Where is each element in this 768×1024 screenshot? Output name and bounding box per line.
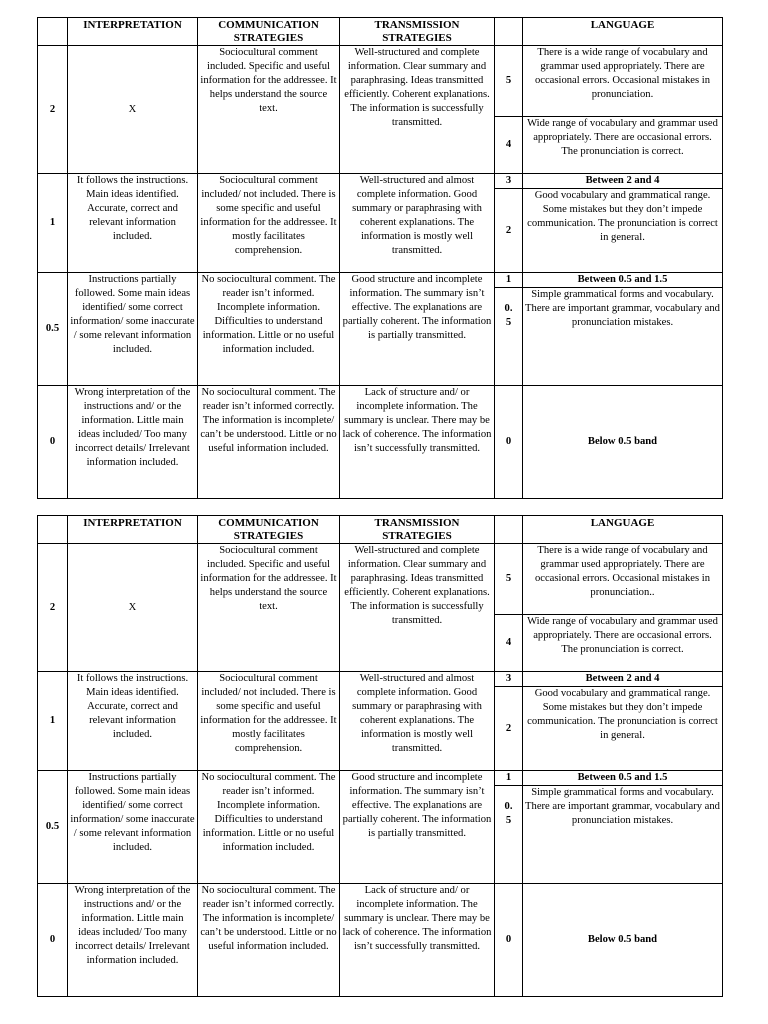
rubric-table-1 [37, 17, 723, 499]
table-row [38, 771, 723, 786]
level-cell: 0.5 [38, 273, 68, 386]
level-cell: 2 [38, 46, 68, 174]
language-cell: Wide range of vocabulary and grammar used appropriately. There are occasional errors. The pronunciation is correct. [523, 117, 723, 174]
language-cell: Below 0.5 band [523, 884, 723, 997]
communication-header: COMMUNICATION STRATEGIES [198, 516, 340, 544]
interpretation-header: INTERPRETATION [68, 18, 198, 46]
header-row [38, 516, 723, 544]
language-score-cell: 2 [495, 189, 523, 273]
transmission-cell: Well-structured and complete information. Clear summary and paraphrasing. Ideas transmitted efficiently. Coherent explanations. The information is successfully transmitted. [340, 544, 495, 672]
language-score-cell: 0 [495, 884, 523, 997]
language-cell: Below 0.5 band [523, 386, 723, 499]
language-header: LANGUAGE [523, 516, 723, 544]
interpretation-cell: Wrong interpretation of the instructions and/ or the information. Little main ideas included/ Too many incorrect details/ Irrelevant information included. [68, 386, 198, 499]
language-score-cell: 0 [495, 386, 523, 499]
level-cell: 2 [38, 544, 68, 672]
level-header [38, 516, 68, 544]
header-row [38, 18, 723, 46]
communication-cell: Sociocultural comment included. Specific and useful information for the addressee. It helps understand the source text. [198, 46, 340, 174]
rubric-table-2 [37, 515, 723, 997]
language-score-cell: 3 [495, 174, 523, 189]
interpretation-cell: It follows the instructions. Main ideas identified. Accurate, correct and relevant information included. [68, 174, 198, 273]
transmission-cell: Good structure and incomplete information. The summary isn’t effective. The explanations are partially coherent. The information is partially transmitted. [340, 273, 495, 386]
transmission-cell: Well-structured and almost complete information. Good summary or paraphrasing with coherent explanations. The information is mostly well transmitted. [340, 672, 495, 771]
table-row [38, 174, 723, 189]
table-row [38, 544, 723, 615]
language-score-cell: 1 [495, 771, 523, 786]
language-score-cell: 0. 5 [495, 786, 523, 884]
transmission-cell: Well-structured and almost complete information. Good summary or paraphrasing with coherent explanations. The information is mostly well transmitted. [340, 174, 495, 273]
language-header: LANGUAGE [523, 18, 723, 46]
communication-cell: No sociocultural comment. The reader isn’t informed. Incomplete information. Difficulties to understand information. Little or no useful information included. [198, 273, 340, 386]
language-score-cell: 2 [495, 687, 523, 771]
table-row [38, 273, 723, 288]
table-row [38, 884, 723, 997]
interpretation-cell: Instructions partially followed. Some main ideas identified/ some correct information/ some inaccurate / some relevant information included. [68, 273, 198, 386]
language-score-cell: 4 [495, 615, 523, 672]
language-cell: Between 0.5 and 1.5 [523, 771, 723, 786]
interpretation-cell: Wrong interpretation of the instructions and/ or the information. Little main ideas included/ Too many incorrect details/ Irrelevant information included. [68, 884, 198, 997]
language-cell: Good vocabulary and grammatical range. Some mistakes but they don’t impede communication. The pronunciation is correct in general. [523, 687, 723, 771]
interpretation-header: INTERPRETATION [68, 516, 198, 544]
communication-cell: Sociocultural comment included/ not included. There is some specific and useful information for the addressee. It mostly facilitates comprehension. [198, 174, 340, 273]
level-cell: 0 [38, 884, 68, 997]
interpretation-cell: X [68, 544, 198, 672]
communication-cell: No sociocultural comment. The reader isn’t informed correctly. The information is incomplete/ can’t be understood. Little or no useful information included. [198, 386, 340, 499]
interpretation-cell: Instructions partially followed. Some main ideas identified/ some correct information/ some inaccurate / some relevant information included. [68, 771, 198, 884]
communication-cell: No sociocultural comment. The reader isn’t informed correctly. The information is incomplete/ can’t be understood. Little or no useful information included. [198, 884, 340, 997]
transmission-cell: Well-structured and complete information. Clear summary and paraphrasing. Ideas transmitted efficiently. Coherent explanations. The information is successfully transmitted. [340, 46, 495, 174]
table-row [38, 46, 723, 117]
language-cell: Simple grammatical forms and vocabulary. There are important grammar, vocabulary and pronunciation mistakes. [523, 786, 723, 884]
communication-cell: Sociocultural comment included. Specific and useful information for the addressee. It helps understand the source text. [198, 544, 340, 672]
transmission-cell: Lack of structure and/ or incomplete information. The summary is unclear. There may be lack of coherence. The information isn’t successfully transmitted. [340, 884, 495, 997]
language-score-cell: 4 [495, 117, 523, 174]
language-cell: Between 0.5 and 1.5 [523, 273, 723, 288]
level-cell: 0 [38, 386, 68, 499]
level-cell: 1 [38, 174, 68, 273]
transmission-header: TRANSMISSION STRATEGIES [340, 18, 495, 46]
language-score-header [495, 516, 523, 544]
transmission-cell: Lack of structure and/ or incomplete information. The summary is unclear. There may be lack of coherence. The information isn’t successfully transmitted. [340, 386, 495, 499]
language-score-cell: 1 [495, 273, 523, 288]
language-score-header [495, 18, 523, 46]
language-cell: Between 2 and 4 [523, 174, 723, 189]
language-score-cell: 5 [495, 46, 523, 117]
communication-cell: Sociocultural comment included/ not included. There is some specific and useful information for the addressee. It mostly facilitates comprehension. [198, 672, 340, 771]
language-score-cell: 0. 5 [495, 288, 523, 386]
interpretation-cell: It follows the instructions. Main ideas identified. Accurate, correct and relevant information included. [68, 672, 198, 771]
language-cell: Simple grammatical forms and vocabulary. There are important grammar, vocabulary and pronunciation mistakes. [523, 288, 723, 386]
interpretation-cell: X [68, 46, 198, 174]
table-row [38, 386, 723, 499]
language-cell: There is a wide range of vocabulary and grammar used appropriately. There are occasional errors. Occasional mistakes in pronunciation.. [523, 544, 723, 615]
level-cell: 1 [38, 672, 68, 771]
language-cell: There is a wide range of vocabulary and grammar used appropriately. There are occasional errors. Occasional mistakes in pronunciation. [523, 46, 723, 117]
language-cell: Wide range of vocabulary and grammar used appropriately. There are occasional errors. The pronunciation is correct. [523, 615, 723, 672]
level-header [38, 18, 68, 46]
table-row [38, 672, 723, 687]
transmission-header: TRANSMISSION STRATEGIES [340, 516, 495, 544]
communication-header: COMMUNICATION STRATEGIES [198, 18, 340, 46]
language-score-cell: 5 [495, 544, 523, 615]
language-score-cell: 3 [495, 672, 523, 687]
language-cell: Between 2 and 4 [523, 672, 723, 687]
level-cell: 0.5 [38, 771, 68, 884]
transmission-cell: Good structure and incomplete information. The summary isn’t effective. The explanations are partially coherent. The information is partially transmitted. [340, 771, 495, 884]
language-cell: Good vocabulary and grammatical range. Some mistakes but they don’t impede communication. The pronunciation is correct in general. [523, 189, 723, 273]
communication-cell: No sociocultural comment. The reader isn’t informed. Incomplete information. Difficulties to understand information. Little or no useful information included. [198, 771, 340, 884]
